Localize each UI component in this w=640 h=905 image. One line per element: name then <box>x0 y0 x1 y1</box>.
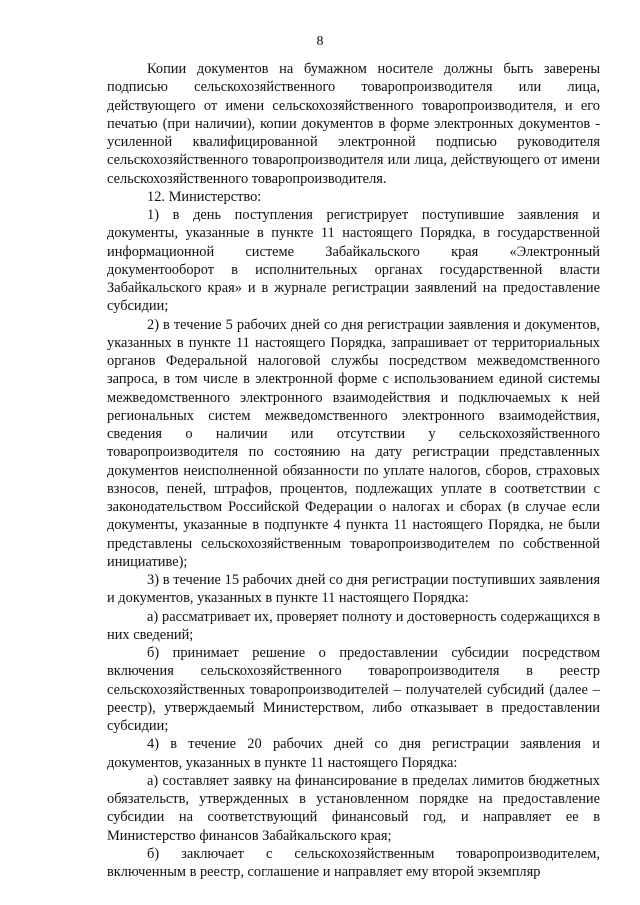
paragraph-item-4b: б) заключает с сельскохозяйственным товаропроизводителем, включенным в реестр, соглашение и направляет ему второй экземпляр <box>107 845 600 880</box>
paragraph-item-3b: б) принимает решение о предоставлении субсидии посредством включения сельскохозяйственного товаропроизводителя в реестр сельскохозяйственных товаропроизводителей – получателей субсидий (далее – реестр), утверждаемый Министерством, либо отказывает в предоставлении субсидии; <box>107 645 600 734</box>
document-body <box>107 60 600 881</box>
paragraph-item-3a: а) рассматривает их, проверяет полноту и достоверность содержащихся в них сведений; <box>107 608 600 643</box>
paragraph-item-1: 1) в день поступления регистрирует поступившие заявления и документы, указанные в пункте 11 настоящего Порядка, в государственной информационной системе Забайкальского края «Электронный документооборот в исполнительных органах государственной власти Забайкальского края» и в журнале регистрации заявлений на предоставление субсидии; <box>107 207 600 315</box>
paragraph-copies-certification: Копии документов на бумажном носителе должны быть заверены подписью сельскохозяйственного товаропроизводителя или лица, действующего от имени сельскохозяйственного товаропроизводителя, и его печатью (при наличии), копии документов в форме электронных документов - усиленной квалифицированной электронной подписью руководителя сельскохозяйственного товаропроизводителя или лица, действующего от имени сельскохозяйственного товаропроизводителя. <box>107 61 600 187</box>
paragraph-item-4: 4) в течение 20 рабочих дней со дня регистрации заявления и документов, указанных в пункте 11 настоящего Порядка: <box>107 736 600 771</box>
page-number: 8 <box>316 34 324 49</box>
paragraph-item-3: 3) в течение 15 рабочих дней со дня регистрации поступивших заявления и документов, указанных в пункте 11 настоящего Порядка: <box>107 572 600 607</box>
paragraph-ministry-heading: 12. Министерство: <box>147 188 262 205</box>
paragraph-item-2: 2) в течение 5 рабочих дней со дня регистрации заявления и документов, указанных в пункте 11 настоящего Порядка, запрашивает от территориальных органов Федеральной налоговой службы посредством межведомственного запроса, в том числе в электронной форме с использованием единой системы межведомственного электронного взаимодействия и подключаемых к ней региональных систем межведомственного электронного взаимодействия, сведения о наличии или отсутствии у сельскохозяйственного товаропроизводителя по состоянию на дату регистрации представленных документов неисполненной обязанности по уплате налогов, сборов, страховых взносов, пеней, штрафов, процентов, подлежащих уплате в соответствии с законодательством Российской Федерации о налогах и сборах (в случае если документы, указанные в подпункте 4 пункта 11 настоящего Порядка, не были представлены сельскохозяйственным товаропроизводителем по собственной инициативе); <box>107 316 600 570</box>
paragraph-item-4a: а) составляет заявку на финансирование в пределах лимитов бюджетных обязательств, утвержденных в установленном порядке на предоставление субсидии на соответствующий финансовый год, и направляет ее в Министерство финансов Забайкальского края; <box>107 772 600 844</box>
